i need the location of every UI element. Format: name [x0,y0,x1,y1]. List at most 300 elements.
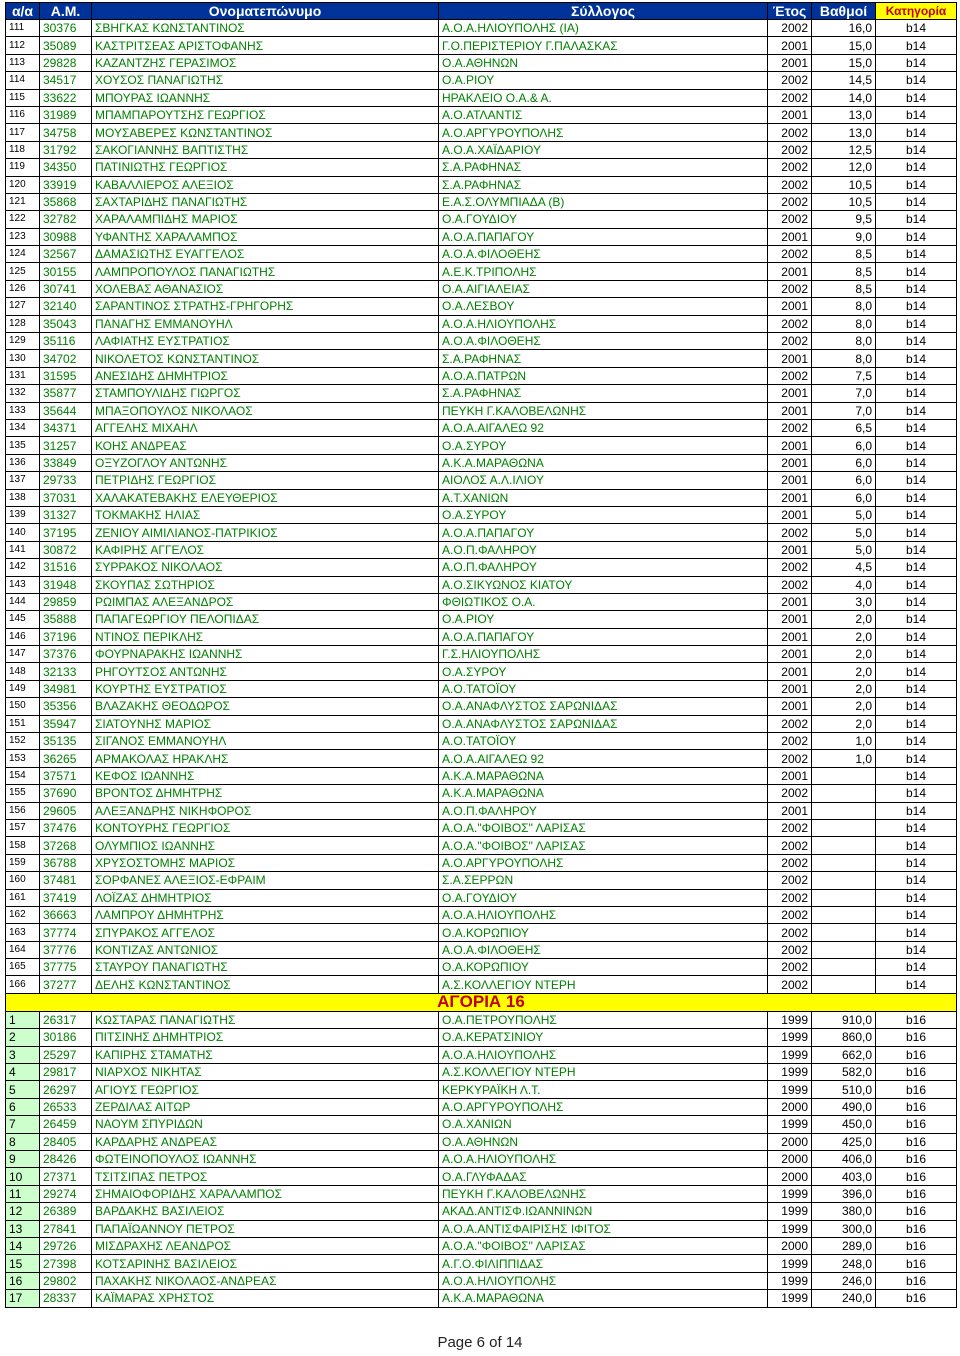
cell-points: 248,0 [812,1255,876,1272]
cell-category: b16 [876,1064,957,1081]
table-row [6,750,957,767]
cell-points: 13,0 [812,106,876,123]
cell-aa: 113 [6,54,40,71]
cell-aa: 148 [6,663,40,680]
cell-aa: 17 [6,1290,40,1307]
cell-points: 2,0 [812,611,876,628]
cell-points [812,767,876,784]
cell-club: Ο.Α.ΠΕΤΡΟΥΠΟΛΗΣ [439,1011,768,1028]
cell-athlete-name: ΣΑΡΑΝΤΙΝΟΣ ΣΤΡΑΤΗΣ-ΓΡΗΓΟΡΗΣ [92,298,439,315]
cell-athlete-name: ΑΝΕΣΙΔΗΣ ΔΗΜΗΤΡΙΟΣ [92,367,439,384]
cell-aa: 8 [6,1133,40,1150]
cell-club: Α.Ο.Α.ΧΑΪΔΑΡΙΟΥ [439,141,768,158]
cell-club: Α.Ο.Π.ΦΑΛΗΡΟΥ [439,802,768,819]
cell-athlete-name: ΜΠΟΥΡΑΣ ΙΩΑΝΝΗΣ [92,89,439,106]
cell-club: Α.Ο.Α.ΦΙΛΟΘΕΗΣ [439,941,768,958]
cell-aa: 9 [6,1151,40,1168]
cell-club: ΠΕΥΚΗ Γ.ΚΑΛΟΒΕΛΩΝΗΣ [439,402,768,419]
cell-athlete-name: ΟΛΥΜΠΙΟΣ ΙΩΑΝΝΗΣ [92,837,439,854]
table-row [6,576,957,593]
cell-category: b14 [876,263,957,280]
cell-am: 30741 [40,280,92,297]
cell-club: Α.Ο.Α.ΗΛΙΟΥΠΟΛΗΣ [439,315,768,332]
cell-athlete-name: ΡΩΙΜΠΑΣ ΑΛΕΞΑΝΔΡΟΣ [92,593,439,610]
cell-club: Α.Ο.Α.ΑΙΓΑΛΕΩ 92 [439,419,768,436]
cell-club: Ο.Α.ΣΥΡΟΥ [439,663,768,680]
cell-points: 380,0 [812,1203,876,1220]
cell-aa: 118 [6,141,40,158]
table-row [6,402,957,419]
cell-aa: 5 [6,1081,40,1098]
cell-year: 2002 [768,906,812,923]
cell-aa: 150 [6,698,40,715]
cell-category: b14 [876,854,957,871]
table-row [6,419,957,436]
cell-aa: 14 [6,1237,40,1254]
cell-year: 2002 [768,715,812,732]
table-row [6,350,957,367]
cell-club: Α.Ο.Α.ΦΙΛΟΘΕΗΣ [439,333,768,350]
cell-category: b14 [876,280,957,297]
cell-category: b14 [876,106,957,123]
table-header-row [6,3,957,20]
cell-year: 2002 [768,211,812,228]
cell-athlete-name: ΝΑΟΥΜ ΣΠΥΡΙΔΩΝ [92,1116,439,1133]
cell-athlete-name: ΠΕΤΡΙΔΗΣ ΓΕΩΡΓΙΟΣ [92,472,439,489]
cell-year: 2002 [768,124,812,141]
cell-am: 35888 [40,611,92,628]
cell-year: 2001 [768,350,812,367]
cell-am: 28337 [40,1290,92,1307]
cell-club: Α.Ο.Α.ΠΑΤΡΩΝ [439,367,768,384]
cell-points: 8,5 [812,246,876,263]
cell-aa: 155 [6,785,40,802]
cell-aa: 15 [6,1255,40,1272]
cell-athlete-name: ΛΑΜΠΡΟΠΟΥΛΟΣ ΠΑΝΑΓΙΩΤΗΣ [92,263,439,280]
cell-club: Α.Τ.ΧΑΝΙΩΝ [439,489,768,506]
cell-aa: 123 [6,228,40,245]
cell-aa: 156 [6,802,40,819]
cell-points: 6,5 [812,419,876,436]
cell-club: Ο.Α.ΑΙΓΙΑΛΕΙΑΣ [439,280,768,297]
table-row [6,941,957,958]
cell-points [812,976,876,993]
cell-year: 2002 [768,733,812,750]
cell-am: 37376 [40,646,92,663]
cell-category: b16 [876,1203,957,1220]
cell-am: 37690 [40,785,92,802]
cell-category: b14 [876,419,957,436]
cell-points: 15,0 [812,54,876,71]
cell-athlete-name: ΦΩΤΕΙΝΟΠΟΥΛΟΣ ΙΩΑΝΝΗΣ [92,1151,439,1168]
cell-athlete-name: ΚΟΗΣ ΑΝΔΡΕΑΣ [92,437,439,454]
cell-am: 30988 [40,228,92,245]
cell-aa: 122 [6,211,40,228]
cell-points: 300,0 [812,1220,876,1237]
table-row [6,959,957,976]
cell-points: 240,0 [812,1290,876,1307]
section-row [6,993,957,1011]
cell-year: 2001 [768,628,812,645]
cell-club: Σ.Α.ΡΑΦΗΝΑΣ [439,385,768,402]
cell-category: b14 [876,159,957,176]
cell-am: 29726 [40,1237,92,1254]
header-am: Α.Μ. [40,3,92,20]
cell-am: 35877 [40,385,92,402]
cell-aa: 149 [6,680,40,697]
cell-athlete-name: ΠΑΝΑΓΗΣ ΕΜΜΑΝΟΥΗΛ [92,315,439,332]
cell-year: 2001 [768,767,812,784]
cell-category: b14 [876,454,957,471]
cell-club: Ο.Α.ΣΥΡΟΥ [439,506,768,523]
cell-year: 2002 [768,559,812,576]
table-row [6,367,957,384]
cell-aa: 154 [6,767,40,784]
cell-points: 289,0 [812,1237,876,1254]
cell-category: b14 [876,837,957,854]
table-row [6,472,957,489]
cell-aa: 163 [6,924,40,941]
cell-year: 2001 [768,802,812,819]
table-row [6,1290,957,1307]
cell-category: b14 [876,37,957,54]
cell-am: 27371 [40,1168,92,1185]
cell-athlete-name: ΧΟΥΣΟΣ ΠΑΝΑΓΙΩΤΗΣ [92,72,439,89]
cell-category: b14 [876,176,957,193]
cell-year: 2001 [768,263,812,280]
cell-aa: 147 [6,646,40,663]
cell-year: 2001 [768,506,812,523]
table-row [6,54,957,71]
cell-aa: 112 [6,37,40,54]
cell-aa: 126 [6,280,40,297]
table-row [6,333,957,350]
cell-club: Α.Ο.Α.ΗΛΙΟΥΠΟΛΗΣ [439,1046,768,1063]
cell-points: 5,0 [812,524,876,541]
cell-am: 35116 [40,333,92,350]
cell-club: Ο.Α.ΑΝΑΦΛΥΣΤΟΣ ΣΑΡΩΝΙΔΑΣ [439,715,768,732]
cell-am: 36788 [40,854,92,871]
cell-club: Α.Ο.Α.ΠΑΠΑΓΟΥ [439,628,768,645]
cell-points: 8,5 [812,280,876,297]
cell-club: Α.Ε.Κ.ΤΡΙΠΟΛΗΣ [439,263,768,280]
table-row [6,72,957,89]
cell-am: 35947 [40,715,92,732]
table-row [6,559,957,576]
cell-aa: 137 [6,472,40,489]
cell-category: b16 [876,1133,957,1150]
cell-athlete-name: ΔΑΜΑΣΙΩΤΗΣ ΕΥΑΓΓΕΛΟΣ [92,246,439,263]
table-row [6,785,957,802]
cell-points: 6,0 [812,454,876,471]
table-row [6,767,957,784]
cell-am: 26317 [40,1011,92,1028]
cell-athlete-name: ΚΟΤΣΑΡΙΝΗΣ ΒΑΣΙΛΕΙΟΣ [92,1255,439,1272]
cell-am: 30376 [40,20,92,37]
cell-category: b14 [876,437,957,454]
cell-category: b14 [876,715,957,732]
header-name: Ονοματεπώνυμο [92,3,439,20]
cell-points: 9,5 [812,211,876,228]
cell-athlete-name: ΚΑΣΤΡΙΤΣΕΑΣ ΑΡΙΣΤΟΦΑΝΗΣ [92,37,439,54]
cell-athlete-name: ΠΑΠΑΓΕΩΡΓΙΟΥ ΠΕΛΟΠΙΔΑΣ [92,611,439,628]
cell-athlete-name: ΚΟΝΤΟΥΡΗΣ ΓΕΩΡΓΙΟΣ [92,819,439,836]
table-row [6,1116,957,1133]
cell-athlete-name: ΣΟΡΦΑΝΕΣ ΑΛΕΞΙΟΣ-ΕΦΡΑΙΜ [92,872,439,889]
cell-year: 1999 [768,1290,812,1307]
cell-points: 2,0 [812,680,876,697]
page-number: Page 6 of 14 [437,1334,523,1351]
cell-year: 2002 [768,333,812,350]
cell-points: 406,0 [812,1151,876,1168]
cell-points: 662,0 [812,1046,876,1063]
cell-aa: 157 [6,819,40,836]
cell-category: b16 [876,1168,957,1185]
cell-am: 35043 [40,315,92,332]
table-row [6,854,957,871]
cell-category: b16 [876,1046,957,1063]
cell-club: Α.Ο.Α.ΠΑΠΑΓΟΥ [439,524,768,541]
cell-year: 2000 [768,1151,812,1168]
cell-athlete-name: ΟΞΥΖΟΓΛΟΥ ΑΝΤΩΝΗΣ [92,454,439,471]
cell-club: Α.Ο.Α.ΗΛΙΟΥΠΟΛΗΣ [439,906,768,923]
table-row [6,663,957,680]
cell-year: 1999 [768,1272,812,1289]
table-row [6,193,957,210]
cell-athlete-name: ΚΑΖΑΝΤΖΗΣ ΓΕΡΑΣΙΜΟΣ [92,54,439,71]
cell-category: b14 [876,506,957,523]
cell-category: b14 [876,298,957,315]
cell-club: ΑΙΟΛΟΣ Α.Λ.ΙΛΙΟΥ [439,472,768,489]
cell-club: Ο.Α.ΓΛΥΦΑΔΑΣ [439,1168,768,1185]
cell-category: b14 [876,489,957,506]
cell-am: 37571 [40,767,92,784]
cell-athlete-name: ΧΡΥΣΟΣΤΟΜΗΣ ΜΑΡΙΟΣ [92,854,439,871]
cell-year: 2001 [768,298,812,315]
cell-points [812,802,876,819]
cell-athlete-name: ΚΑΪΜΑΡΑΣ ΧΡΗΣΤΟΣ [92,1290,439,1307]
cell-points: 8,5 [812,263,876,280]
cell-points: 8,0 [812,350,876,367]
cell-am: 25297 [40,1046,92,1063]
table-row [6,280,957,297]
cell-year: 2000 [768,1168,812,1185]
cell-year: 2002 [768,576,812,593]
cell-category: b14 [876,959,957,976]
cell-year: 2000 [768,1237,812,1254]
cell-year: 2001 [768,472,812,489]
cell-athlete-name: ΧΑΡΑΛΑΜΠΙΔΗΣ ΜΑΡΙΟΣ [92,211,439,228]
cell-am: 26389 [40,1203,92,1220]
table-row [6,541,957,558]
cell-points: 425,0 [812,1133,876,1150]
cell-aa: 158 [6,837,40,854]
cell-category: b14 [876,663,957,680]
header-category: Κατηγορία [876,3,957,20]
cell-aa: 12 [6,1203,40,1220]
cell-athlete-name: ΑΓΓΕΛΗΣ ΜΙΧΑΗΛ [92,419,439,436]
table-row [6,906,957,923]
cell-athlete-name: ΛΑΜΠΡΟΥ ΔΗΜΗΤΡΗΣ [92,906,439,923]
cell-points [812,959,876,976]
cell-am: 31516 [40,559,92,576]
cell-club: Α.Ο.Α."ΦΟΙΒΟΣ" ΛΑΡΙΣΑΣ [439,819,768,836]
cell-am: 29817 [40,1064,92,1081]
cell-category: b14 [876,628,957,645]
cell-am: 31327 [40,506,92,523]
cell-aa: 128 [6,315,40,332]
cell-club: Ε.Α.Σ.ΟΛΥΜΠΙΑΔΑ (Β) [439,193,768,210]
cell-points: 2,0 [812,715,876,732]
cell-year: 2001 [768,54,812,71]
cell-aa: 16 [6,1272,40,1289]
cell-points: 10,5 [812,176,876,193]
cell-category: b16 [876,1116,957,1133]
table-row [6,924,957,941]
cell-points: 13,0 [812,124,876,141]
cell-athlete-name: ΤΟΚΜΑΚΗΣ ΗΛΙΑΣ [92,506,439,523]
cell-club: Α.Ο.ΑΤΛΑΝΤΙΣ [439,106,768,123]
cell-category: b16 [876,1029,957,1046]
cell-year: 2002 [768,193,812,210]
cell-aa: 151 [6,715,40,732]
cell-am: 29802 [40,1272,92,1289]
cell-year: 2002 [768,941,812,958]
cell-club: ΠΕΥΚΗ Γ.ΚΑΛΟΒΕΛΩΝΗΣ [439,1185,768,1202]
cell-points: 9,0 [812,228,876,245]
cell-club: Ο.Α.ΡΙΟΥ [439,611,768,628]
cell-am: 32782 [40,211,92,228]
cell-am: 29733 [40,472,92,489]
cell-aa: 135 [6,437,40,454]
cell-year: 2002 [768,176,812,193]
table-row [6,1064,957,1081]
cell-athlete-name: ΚΑΠΙΡΗΣ ΣΤΑΜΑΤΗΣ [92,1046,439,1063]
cell-points: 12,5 [812,141,876,158]
table-row [6,385,957,402]
cell-am: 37268 [40,837,92,854]
cell-athlete-name: ΑΛΕΞΑΝΔΡΗΣ ΝΙΚΗΦΟΡΟΣ [92,802,439,819]
cell-club: Α.Ο.Α."ΦΟΙΒΟΣ" ΛΑΡΙΣΑΣ [439,837,768,854]
cell-year: 2002 [768,785,812,802]
cell-aa: 10 [6,1168,40,1185]
cell-athlete-name: ΚΟΝΤΙΖΑΣ ΑΝΤΩΝΙΟΣ [92,941,439,958]
cell-club: Γ.Σ.ΗΛΙΟΥΠΟΛΗΣ [439,646,768,663]
cell-am: 31257 [40,437,92,454]
table-row [6,454,957,471]
cell-points [812,872,876,889]
cell-athlete-name: ΖΕΝΙΟΥ ΑΙΜΙΛΙΑΝΟΣ-ΠΑΤΡΙΚΙΟΣ [92,524,439,541]
cell-category: b14 [876,611,957,628]
cell-year: 1999 [768,1029,812,1046]
cell-year: 2002 [768,20,812,37]
cell-club: Ο.Α.ΚΕΡΑΤΣΙΝΙΟΥ [439,1029,768,1046]
cell-points: 5,0 [812,506,876,523]
cell-athlete-name: ΣΠΥΡΑΚΟΣ ΑΓΓΕΛΟΣ [92,924,439,941]
cell-club: Α.Σ.ΚΟΛΛΕΓΙΟΥ ΝΤΕΡΗ [439,1064,768,1081]
cell-am: 31948 [40,576,92,593]
cell-points: 910,0 [812,1011,876,1028]
cell-year: 2001 [768,663,812,680]
cell-year: 1999 [768,1064,812,1081]
cell-aa: 11 [6,1185,40,1202]
cell-club: Σ.Α.ΡΑΦΗΝΑΣ [439,350,768,367]
ranking-table [5,2,957,1308]
cell-category: b16 [876,1220,957,1237]
cell-am: 34371 [40,419,92,436]
cell-am: 36663 [40,906,92,923]
cell-club: Α.Ο.Α.ΦΙΛΟΘΕΗΣ [439,246,768,263]
cell-am: 30186 [40,1029,92,1046]
cell-am: 26533 [40,1098,92,1115]
table-row [6,524,957,541]
cell-category: b14 [876,524,957,541]
cell-club: Α.Ο.Α.ΑΝΤΙΣΦΑΙΡΙΣΗΣ ΙΦΙΤΟΣ [439,1220,768,1237]
cell-category: b14 [876,141,957,158]
cell-athlete-name: ΦΟΥΡΝΑΡΑΚΗΣ ΙΩΑΝΝΗΣ [92,646,439,663]
cell-am: 32133 [40,663,92,680]
cell-year: 1999 [768,1011,812,1028]
cell-points [812,785,876,802]
cell-points: 6,0 [812,472,876,489]
table-row [6,106,957,123]
cell-year: 1999 [768,1203,812,1220]
cell-year: 2002 [768,872,812,889]
cell-aa: 125 [6,263,40,280]
cell-club: Ο.Α.ΣΥΡΟΥ [439,437,768,454]
table-row [6,20,957,37]
cell-club: Α.Κ.Α.ΜΑΡΑΘΩΝΑ [439,454,768,471]
table-row [6,1046,957,1063]
cell-club: Ο.Α.ΚΟΡΩΠΙΟΥ [439,959,768,976]
table-row [6,489,957,506]
cell-athlete-name: ΣΑΧΤΑΡΙΔΗΣ ΠΑΝΑΓΙΩΤΗΣ [92,193,439,210]
table-row [6,646,957,663]
cell-category: b14 [876,559,957,576]
table-row [6,1220,957,1237]
cell-athlete-name: ΣΙΑΤΟΥΝΗΣ ΜΑΡΙΟΣ [92,715,439,732]
table-row [6,976,957,993]
cell-points: 2,0 [812,628,876,645]
cell-club: Α.Ο.Π.ΦΑΛΗΡΟΥ [439,559,768,576]
cell-year: 2001 [768,646,812,663]
cell-am: 28426 [40,1151,92,1168]
cell-am: 37031 [40,489,92,506]
table-row [6,611,957,628]
cell-category: b14 [876,680,957,697]
table-row [6,872,957,889]
cell-category: b16 [876,1098,957,1115]
cell-am: 33622 [40,89,92,106]
table-row [6,680,957,697]
cell-points: 14,0 [812,89,876,106]
cell-club: Ο.Α.ΓΟΥΔΙΟΥ [439,211,768,228]
cell-category: b14 [876,541,957,558]
cell-points: 1,0 [812,733,876,750]
boys-16-rows [6,1011,957,1307]
cell-club: Ο.Α.ΑΝΑΦΛΥΣΤΟΣ ΣΑΡΩΝΙΔΑΣ [439,698,768,715]
cell-club: ΗΡΑΚΛΕΙΟ Ο.Α.& Α. [439,89,768,106]
cell-aa: 111 [6,20,40,37]
cell-points: 4,5 [812,559,876,576]
cell-year: 2001 [768,402,812,419]
cell-category: b16 [876,1237,957,1254]
cell-am: 29859 [40,593,92,610]
cell-aa: 145 [6,611,40,628]
cell-am: 37196 [40,628,92,645]
table-row [6,733,957,750]
cell-aa: 13 [6,1220,40,1237]
